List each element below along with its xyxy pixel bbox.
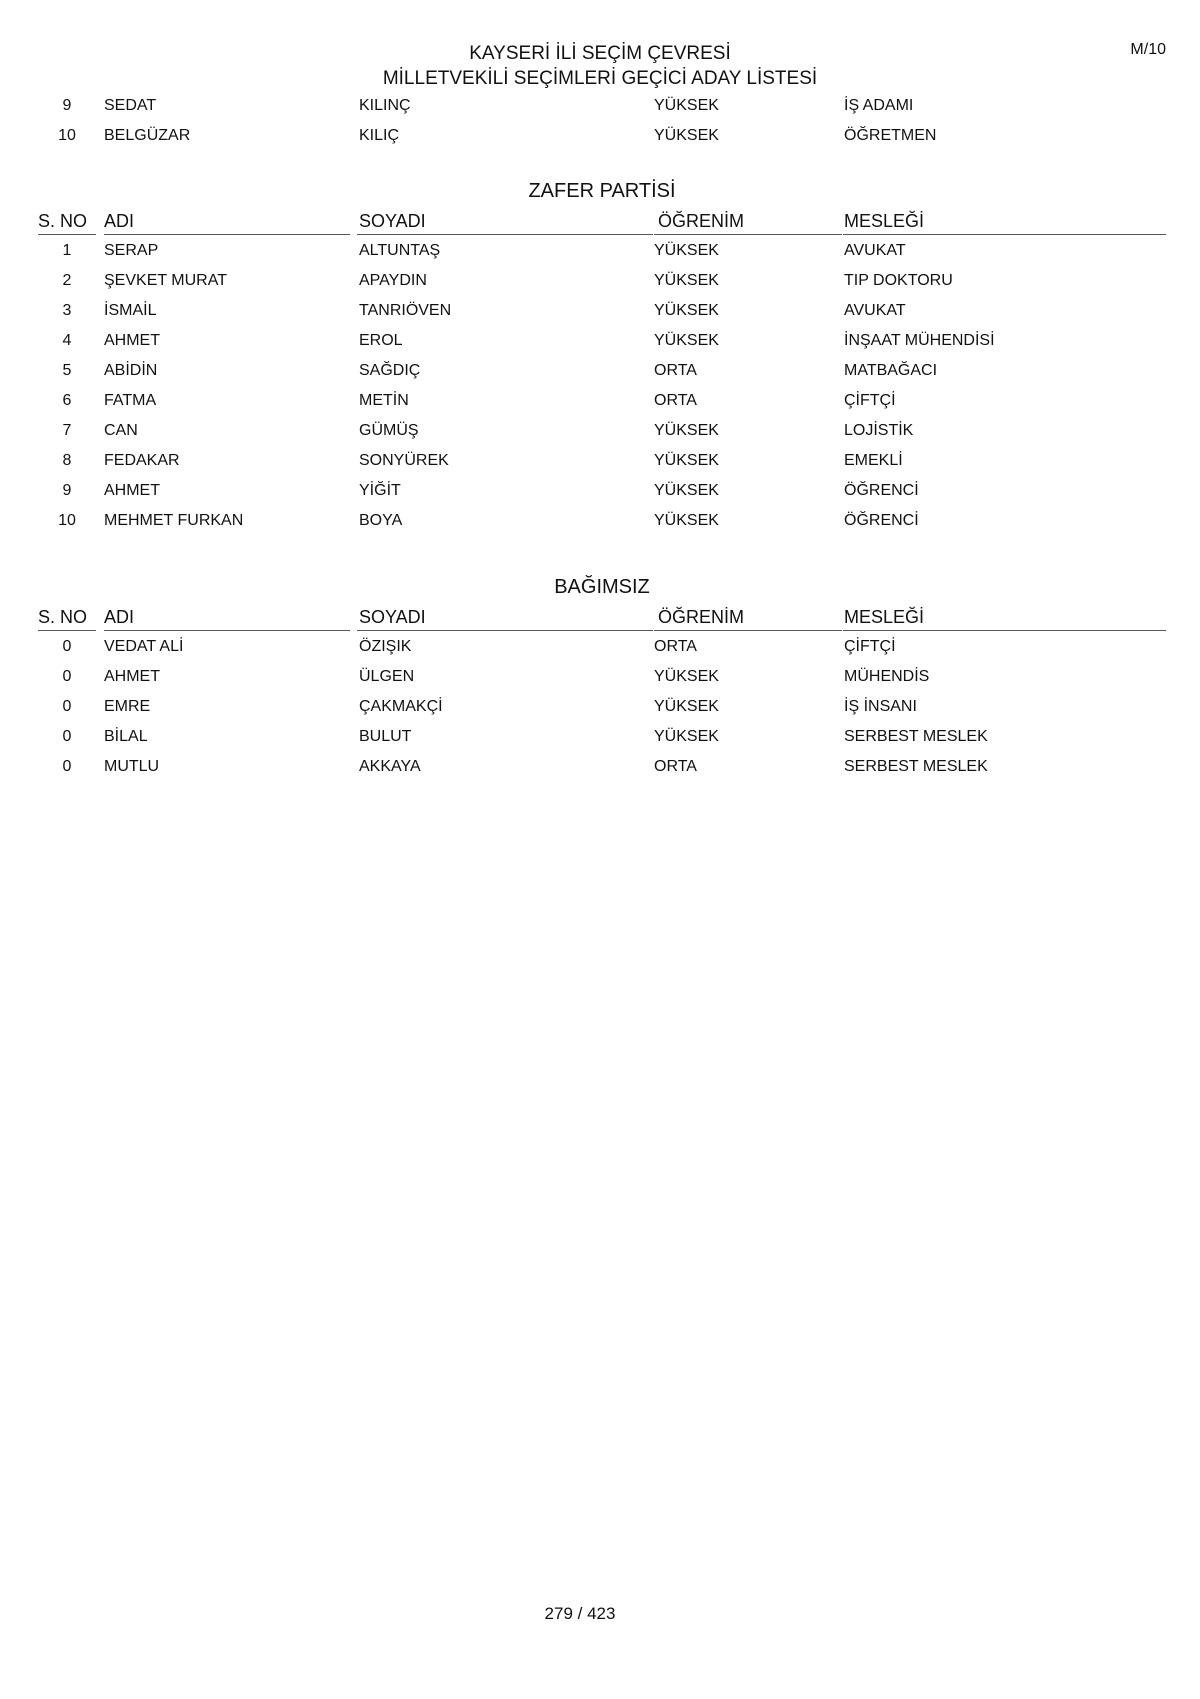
candidate-name: EMRE — [104, 698, 151, 715]
header-title-line2: MİLLETVEKİLİ SEÇİMLERİ GEÇİCİ ADAY LİSTESİ — [382, 68, 818, 89]
row-number: 7 — [62, 422, 72, 439]
candidate-surname: KILIÇ — [359, 127, 400, 144]
candidate-education: ORTA — [654, 392, 697, 409]
table-row — [38, 121, 1166, 151]
row-number: 0 — [62, 698, 72, 715]
header-occupation: MESLEĞİ — [843, 602, 1166, 631]
table-row — [38, 446, 1166, 476]
candidate-surname: SONYÜREK — [359, 452, 449, 469]
candidate-surname: TANRIÖVEN — [359, 302, 452, 319]
table-row — [38, 722, 1166, 752]
candidate-name: SERAP — [104, 242, 159, 259]
candidate-education: YÜKSEK — [654, 97, 719, 114]
candidate-surname: METİN — [359, 392, 409, 409]
row-number: 10 — [58, 512, 76, 529]
table-row — [38, 91, 1166, 121]
table-row — [38, 662, 1166, 692]
table-header — [38, 206, 1166, 236]
candidate-occupation: ÖĞRENCİ — [844, 512, 919, 529]
header-title-line1: KAYSERİ İLİ SEÇİM ÇEVRESİ — [469, 43, 731, 64]
candidate-education: YÜKSEK — [654, 332, 719, 349]
candidate-education: YÜKSEK — [654, 242, 719, 259]
candidate-surname: BULUT — [359, 728, 412, 745]
table-header — [38, 602, 1166, 632]
candidate-occupation: ÇİFTÇİ — [844, 638, 896, 655]
candidate-education: YÜKSEK — [654, 728, 719, 745]
candidate-education: YÜKSEK — [654, 698, 719, 715]
candidate-occupation: ÇİFTÇİ — [844, 392, 896, 409]
candidate-surname: YİĞİT — [359, 482, 401, 499]
candidate-education: YÜKSEK — [654, 127, 719, 144]
candidate-name: VEDAT ALİ — [104, 638, 184, 655]
row-number: 4 — [62, 332, 72, 349]
page-code: M/10 — [1130, 41, 1166, 58]
candidate-occupation: İNŞAAT MÜHENDİSİ — [844, 332, 995, 349]
candidate-name: AHMET — [104, 482, 160, 499]
row-number: 9 — [62, 97, 72, 114]
party-title: ZAFER PARTİSİ — [528, 180, 676, 202]
candidate-surname: SAĞDIÇ — [359, 362, 421, 379]
table-row — [38, 752, 1166, 782]
table-row — [38, 296, 1166, 326]
document-header — [0, 41, 1200, 91]
candidate-occupation: MÜHENDİS — [844, 668, 930, 685]
section-bagimsiz — [38, 572, 1166, 782]
candidate-education: ORTA — [654, 362, 697, 379]
candidate-surname: APAYDIN — [359, 272, 427, 289]
candidate-name: AHMET — [104, 332, 160, 349]
row-number: 1 — [62, 242, 72, 259]
candidate-surname: KILINÇ — [359, 97, 411, 114]
row-number: 9 — [62, 482, 72, 499]
candidate-occupation: İŞ ADAMI — [844, 97, 914, 114]
candidate-surname: ÜLGEN — [359, 668, 415, 685]
candidate-name: MEHMET FURKAN — [104, 512, 244, 529]
candidate-occupation: ÖĞRETMEN — [844, 127, 937, 144]
row-number: 3 — [62, 302, 72, 319]
candidate-surname: GÜMÜŞ — [359, 422, 419, 439]
table-row — [38, 692, 1166, 722]
candidate-name: SEDAT — [104, 97, 157, 114]
candidate-name: FATMA — [104, 392, 157, 409]
candidate-name: CAN — [104, 422, 138, 439]
row-number: 0 — [62, 638, 72, 655]
candidate-occupation: MATBAĞACI — [844, 362, 938, 379]
row-number: 0 — [62, 728, 72, 745]
header-no: S. NO — [38, 206, 96, 235]
candidate-education: YÜKSEK — [654, 452, 719, 469]
table-row — [38, 476, 1166, 506]
header-education: ÖĞRENİM — [654, 602, 842, 631]
candidate-occupation: ÖĞRENCİ — [844, 482, 919, 499]
candidate-education: YÜKSEK — [654, 272, 719, 289]
candidate-occupation: EMEKLİ — [844, 452, 903, 469]
page-number: 279 / 423 — [544, 1604, 616, 1623]
candidate-surname: BOYA — [359, 512, 403, 529]
candidate-education: ORTA — [654, 638, 697, 655]
row-number: 0 — [62, 668, 72, 685]
candidate-education: ORTA — [654, 758, 697, 775]
header-surname: SOYADI — [357, 206, 653, 235]
row-number: 10 — [58, 127, 76, 144]
candidate-education: YÜKSEK — [654, 512, 719, 529]
candidate-surname: ÇAKMAKÇİ — [359, 698, 443, 715]
candidate-name: İSMAİL — [104, 302, 157, 319]
candidate-occupation: TIP DOKTORU — [844, 272, 953, 289]
table-row — [38, 266, 1166, 296]
candidate-education: YÜKSEK — [654, 302, 719, 319]
candidate-surname: ALTUNTAŞ — [359, 242, 441, 259]
candidate-name: AHMET — [104, 668, 160, 685]
header-name: ADI — [104, 206, 350, 235]
section-zafer-partisi — [38, 176, 1166, 536]
candidate-surname: EROL — [359, 332, 403, 349]
table-row — [38, 326, 1166, 356]
table-row — [38, 632, 1166, 662]
candidate-occupation: LOJİSTİK — [844, 422, 914, 439]
row-number: 0 — [62, 758, 72, 775]
continued-candidate-list — [38, 91, 1166, 151]
candidate-occupation: SERBEST MESLEK — [844, 758, 988, 775]
header-no: S. NO — [38, 602, 96, 631]
candidate-name: BİLAL — [104, 728, 148, 745]
header-name: ADI — [104, 602, 350, 631]
header-education: ÖĞRENİM — [654, 206, 842, 235]
row-number: 2 — [62, 272, 72, 289]
table-row — [38, 386, 1166, 416]
table-row — [38, 416, 1166, 446]
row-number: 6 — [62, 392, 72, 409]
candidate-occupation: AVUKAT — [844, 242, 906, 259]
table-row — [38, 356, 1166, 386]
row-number: 8 — [62, 452, 72, 469]
party-title: BAĞIMSIZ — [554, 576, 650, 598]
row-number: 5 — [62, 362, 72, 379]
candidate-name: ŞEVKET MURAT — [104, 272, 227, 289]
candidate-education: YÜKSEK — [654, 482, 719, 499]
candidate-education: YÜKSEK — [654, 668, 719, 685]
candidate-name: BELGÜZAR — [104, 127, 191, 144]
candidate-surname: AKKAYA — [359, 758, 421, 775]
candidate-occupation: AVUKAT — [844, 302, 906, 319]
candidate-education: YÜKSEK — [654, 422, 719, 439]
table-row — [38, 236, 1166, 266]
candidate-occupation: İŞ İNSANI — [844, 698, 917, 715]
header-occupation: MESLEĞİ — [843, 206, 1166, 235]
candidate-surname: ÖZIŞIK — [359, 638, 412, 655]
candidate-name: ABİDİN — [104, 362, 158, 379]
candidate-occupation: SERBEST MESLEK — [844, 728, 988, 745]
candidate-name: MUTLU — [104, 758, 160, 775]
header-surname: SOYADI — [357, 602, 653, 631]
table-row — [38, 506, 1166, 536]
candidate-name: FEDAKAR — [104, 452, 180, 469]
